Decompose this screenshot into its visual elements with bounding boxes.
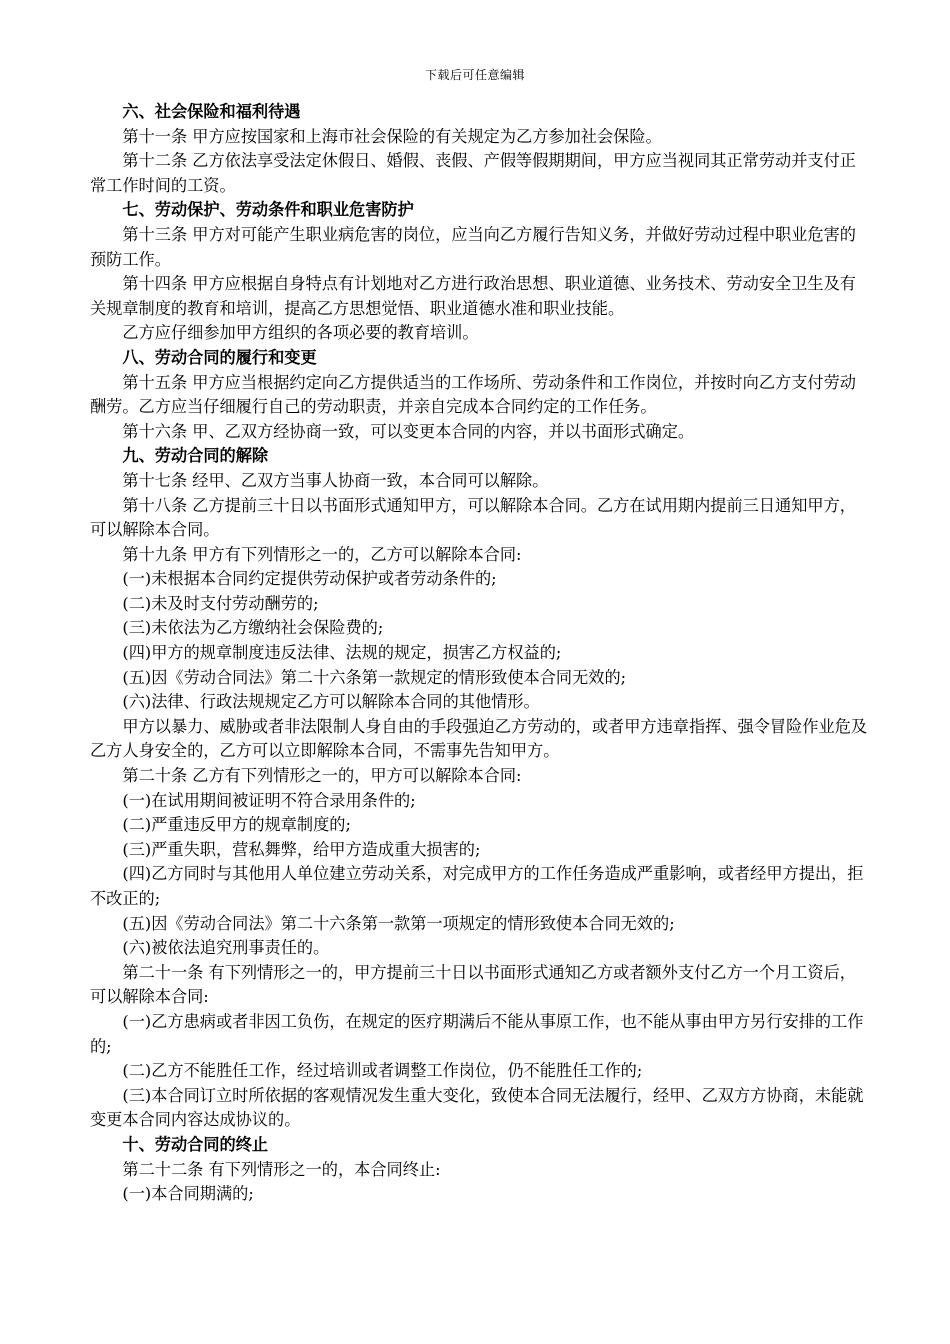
- paragraph: (四)乙方同时与其他用人单位建立劳动关系，对完成甲方的工作任务造成严重影响，或者经甲方提出，拒不改正的;: [90, 864, 864, 908]
- paragraph: (三)严重失职，营私舞弊，给甲方造成重大损害的;: [122, 839, 481, 859]
- paragraph: 第十七条 经甲、乙双方当事人协商一致，本合同可以解除。: [122, 470, 549, 490]
- paragraph: 第二十一条 有下列情形之一的，甲方提前三十日以书面形式通知乙方或者额外支付乙方一个月工资后，可以解除本合同:: [90, 962, 856, 1007]
- document-body: [90, 100, 870, 1207]
- section-heading: 七、劳动保护、劳动条件和职业危害防护: [122, 200, 414, 220]
- paragraph: (一)未根据本合同约定提供劳动保护或者劳动条件的;: [122, 569, 497, 589]
- paragraph: (一)在试用期间被证明不符合录用条件的;: [122, 790, 416, 810]
- paragraph: (一)乙方患病或者非因工负伤，在规定的医疗期满后不能从事原工作，也不能从事由甲方另行安排的工作的;: [90, 1011, 864, 1056]
- paragraph: 第十六条 甲、乙双方经协商一致，可以变更本合同的内容，并以书面形式确定。: [122, 421, 695, 441]
- paragraph: 第十二条 乙方依法享受法定休假日、婚假、丧假、产假等假期期间，甲方应当视同其正常劳动并支付正常工作时间的工资。: [90, 151, 856, 195]
- paragraph: (二)乙方不能胜任工作，经过培训或者调整工作岗位，仍不能胜任工作的;: [122, 1061, 643, 1081]
- paragraph: (五)因《劳动合同法》第二十六条第一款规定的情形致使本合同无效的;: [122, 667, 627, 687]
- section-heading: 十、劳动合同的终止: [122, 1134, 269, 1154]
- paragraph: 第二十二条 有下列情形之一的，本合同终止:: [122, 1159, 441, 1179]
- paragraph: (三)本合同订立时所依据的客观情况发生重大变化，致使本合同无法履行，经甲、乙双方方协商，未能就变更本合同内容达成协议的。: [90, 1085, 864, 1130]
- page-header: 下载后可任意编辑: [424, 68, 525, 82]
- paragraph: (六)被依法追究刑事责任的。: [122, 938, 330, 958]
- paragraph: (二)严重违反甲方的规章制度的;: [122, 815, 351, 835]
- paragraph: 第十三条 甲方对可能产生职业病危害的岗位，应当向乙方履行告知义务，并做好劳动过程中职业危害的预防工作。: [90, 224, 856, 269]
- paragraph: 甲方以暴力、威胁或者非法限制人身自由的手段强迫乙方劳动的，或者甲方违章指挥、强令冒险作业危及乙方人身安全的，乙方可以立即解除本合同，不需事先告知甲方。: [90, 716, 868, 761]
- section-heading: 八、劳动合同的履行和变更: [122, 347, 317, 367]
- paragraph: 第十五条 甲方应当根据约定向乙方提供适当的工作场所、劳动条件和工作岗位，并按时向乙方支付劳动酬劳。乙方应当仔细履行自己的劳动职责，并亲自完成本合同约定的工作任务。: [90, 372, 856, 417]
- paragraph: (五)因《劳动合同法》第二十六条第一款第一项规定的情形致使本合同无效的;: [122, 913, 675, 933]
- paragraph: (四)甲方的规章制度违反法律、法规的规定，损害乙方权益的;: [122, 643, 562, 663]
- paragraph: 第十一条 甲方应按国家和上海市社会保险的有关规定为乙方参加社会保险。: [122, 126, 662, 146]
- paragraph: 第十九条 甲方有下列情形之一的，乙方可以解除本合同:: [122, 544, 522, 564]
- paragraph: (二)未及时支付劳动酬劳的;: [122, 593, 319, 613]
- paragraph: 第十八条 乙方提前三十日以书面形式通知甲方，可以解除本合同。乙方在试用期内提前三日通知甲方，可以解除本合同。: [90, 495, 856, 540]
- paragraph: 第十四条 甲方应根据自身特点有计划地对乙方进行政治思想、职业道德、业务技术、劳动安全卫生及有关规章制度的教育和培训，提高乙方思想觉悟、职业道德水准和职业技能。: [90, 274, 856, 318]
- paragraph: (三)未依法为乙方缴纳社会保险费的;: [122, 618, 384, 638]
- section-heading: 六、社会保险和福利待遇: [122, 102, 301, 121]
- paragraph: (六)法律、行政法规规定乙方可以解除本合同的其他情形。: [122, 692, 540, 712]
- paragraph: 乙方应仔细参加甲方组织的各项必要的教育培训。: [122, 323, 479, 343]
- paragraph: 第二十条 乙方有下列情形之一的，甲方可以解除本合同:: [122, 766, 522, 786]
- paragraph: (一)本合同期满的;: [122, 1184, 254, 1204]
- section-heading: 九、劳动合同的解除: [122, 446, 269, 466]
